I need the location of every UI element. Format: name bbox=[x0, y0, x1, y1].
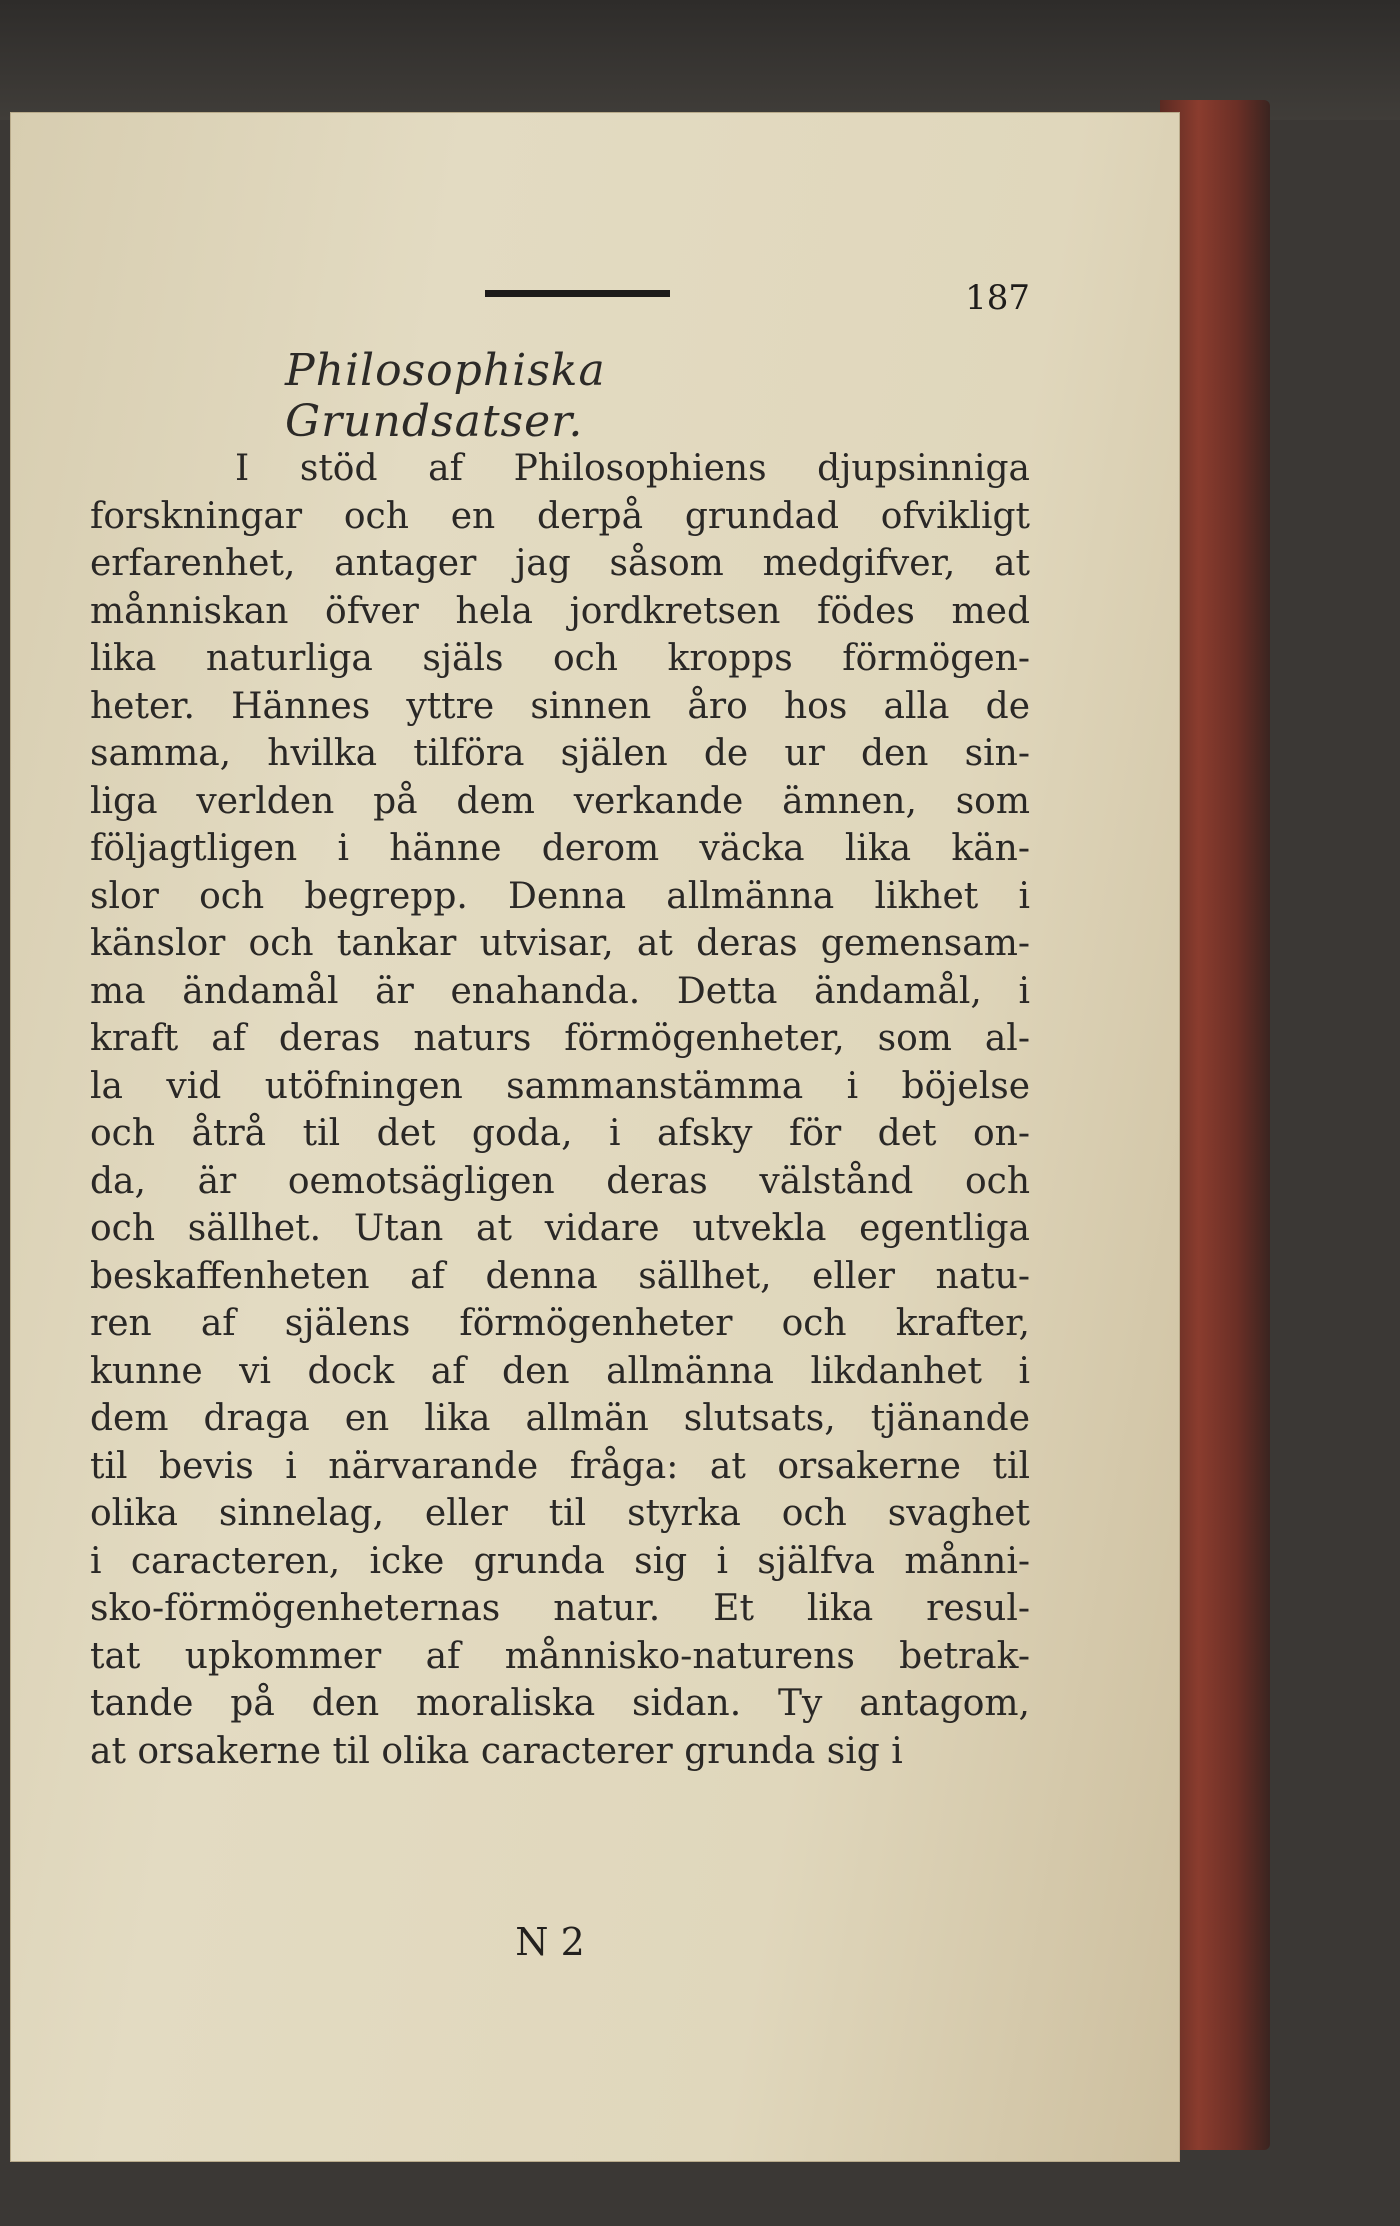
text-line: heter. Hännes yttre sinnen åro hos alla de bbox=[90, 685, 1030, 727]
text-line: följagtligen i hänne derom väcka lika kän- bbox=[90, 828, 1030, 869]
text-line: olika sinnelag, eller til styrka och svaghet bbox=[90, 1493, 1030, 1534]
text-line: ren af själens förmögenheter och krafter, bbox=[90, 1303, 1030, 1344]
text-line: tande på den moraliska sidan. Ty antagom, bbox=[90, 1683, 1030, 1724]
text-line: och sällhet. Utan at vidare utvekla egentliga bbox=[90, 1208, 1030, 1249]
text-line: dem draga en lika allmän slutsats, tjänande bbox=[90, 1398, 1030, 1439]
text-line: erfarenhet, antager jag såsom medgifver, at bbox=[90, 543, 1030, 584]
text-line: och åtrå til det goda, i afsky för det on- bbox=[90, 1113, 1030, 1154]
text-line: sko-förmögenheternas natur. Et lika resul- bbox=[90, 1588, 1030, 1629]
signature-mark: N 2 bbox=[515, 1920, 585, 1964]
text-line: til bevis i närvarande fråga: at orsakerne til bbox=[90, 1445, 1030, 1487]
text-line: samma, hvilka tilföra själen de ur den sin- bbox=[90, 733, 1030, 774]
text-line: at orsakerne til olika caracterer grunda sig i bbox=[90, 1730, 903, 1772]
text-line: i caracteren, icke grunda sig i själfva månni- bbox=[90, 1540, 1030, 1582]
text-line: slor och begrepp. Denna allmänna likhet i bbox=[90, 875, 1030, 917]
body-text bbox=[90, 445, 1030, 1775]
page-heading: Philosophiska Grundsatser. bbox=[285, 345, 606, 447]
text-line: la vid utöfningen sammanstämma i böjelse bbox=[90, 1065, 1030, 1107]
text-line: da, är oemotsägligen deras välstånd och bbox=[90, 1160, 1030, 1202]
text-line: beskaffenheten af denna sällhet, eller natu- bbox=[90, 1255, 1030, 1297]
text-line: forskningar och en derpå grundad ofvikligt bbox=[90, 495, 1030, 537]
header-rule bbox=[485, 290, 670, 297]
text-line: liga verlden på dem verkande ämnen, som bbox=[90, 780, 1030, 822]
text-line: kraft af deras naturs förmögenheter, som al- bbox=[90, 1018, 1030, 1059]
text-line: kunne vi dock af den allmänna likdanhet i bbox=[90, 1350, 1030, 1392]
text-line: I stöd af Philosophiens djupsinniga bbox=[235, 448, 1030, 489]
page-number: 187 bbox=[965, 278, 1030, 318]
text-line: känslor och tankar utvisar, at deras gemensam- bbox=[90, 923, 1030, 964]
text-line: lika naturliga själs och kropps förmögen- bbox=[90, 638, 1030, 679]
text-line: tat upkommer af månnisko-naturens betrak- bbox=[90, 1635, 1030, 1677]
text-line: månniskan öfver hela jordkretsen födes med bbox=[90, 590, 1030, 632]
text-line: ma ändamål är enahanda. Detta ändamål, i bbox=[90, 970, 1030, 1012]
